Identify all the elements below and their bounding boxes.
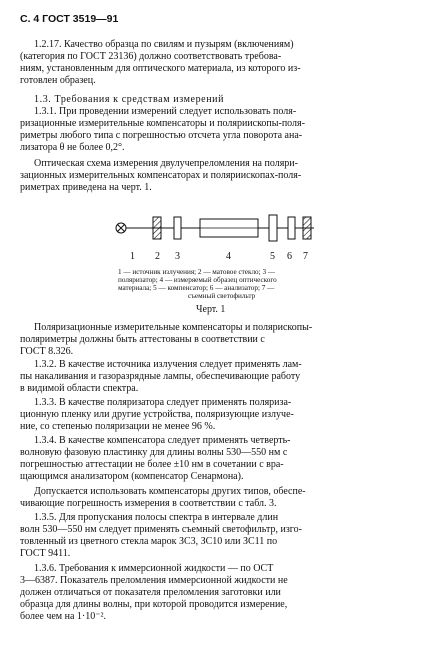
paragraph-line: 1.2.17. Качество образца по свилям и пузырям (включениям) bbox=[34, 39, 294, 50]
figure-title: Черт. 1 bbox=[196, 304, 226, 315]
light-source-icon bbox=[116, 223, 126, 233]
paragraph-line: 1.3.2. В качестве источника излучения следует применять лам- bbox=[34, 359, 302, 370]
paragraph-line: пы накаливания и газоразрядные лампы, обеспечивающие работу bbox=[20, 371, 301, 382]
paragraph-line: зационных измерительных компенсаторах и поляриископах-поля- bbox=[20, 170, 302, 181]
paragraph-line: (категория по ГОСТ 23136) должно соответствовать требова- bbox=[20, 51, 282, 62]
analyzer-icon bbox=[288, 217, 295, 239]
page-header: С. 4 ГОСТ 3519—91 bbox=[20, 13, 119, 25]
paragraph-line: более чем на 1·10⁻². bbox=[20, 611, 107, 622]
caption-line: поляризатор; 4 — измеряемый образец оптического bbox=[118, 276, 277, 284]
caption-line: 1 — источник излучения; 2 — матовое стекло; 3 — bbox=[118, 268, 276, 276]
paragraph-line: волновую фазовую пластинку для длины волны 530—550 нм с bbox=[20, 447, 288, 458]
paragraph-line: готовлен образец. bbox=[20, 75, 96, 86]
light-filter-icon bbox=[303, 217, 311, 239]
paragraph-line: 1.3.4. В качестве компенсатора следует применять четверть- bbox=[34, 435, 291, 446]
paragraph-line: лизатора θ не более 0,2°. bbox=[20, 142, 125, 153]
figure-label: 2 bbox=[155, 251, 160, 262]
paragraph-line: ГОСТ 9411. bbox=[20, 548, 71, 559]
figure-label: 6 bbox=[287, 251, 292, 262]
paragraph-line: риметрах приведена на черт. 1. bbox=[20, 182, 152, 193]
compensator-icon bbox=[269, 215, 277, 241]
paragraph-line: поляриметры должны быть аттестованы в соответствии с bbox=[20, 334, 265, 345]
caption-line: материала; 5 — компенсатор; 6 — анализатор; 7 — bbox=[118, 284, 275, 292]
paragraph-line: 1.3.6. Требования к иммерсионной жидкости — по ОСТ bbox=[34, 563, 274, 574]
paragraph-line: должен отличаться от показателя преломления заготовки или bbox=[20, 587, 281, 598]
paragraph-line: 1.3.5. Для пропускания полосы спектра в интервале длин bbox=[34, 512, 279, 523]
paragraph-line: 1.3.3. В качестве поляризатора следует применять поляриза- bbox=[34, 397, 292, 408]
paragraph-line: ниям, установленным для оптического материала, из которого из- bbox=[20, 63, 301, 74]
frosted-glass-icon bbox=[153, 217, 161, 239]
paragraph-line: в видимой области спектра. bbox=[20, 383, 139, 394]
paragraph-line: ГОСТ 8.326. bbox=[20, 346, 74, 357]
paragraph-line: Допускается использовать компенсаторы других типов, обеспе- bbox=[34, 486, 306, 497]
paragraph-line: ние, со степенью поляризации не менее 96 %. bbox=[20, 421, 216, 432]
figure-label: 7 bbox=[303, 251, 308, 262]
paragraph-line: ризационные измерительные компенсаторы и поляриископы-поля- bbox=[20, 118, 305, 129]
paragraph-line: риметры любого типа с погрешностью отсчета угла поворота ана- bbox=[20, 130, 303, 141]
paragraph-line: Оптическая схема измерения двулучепреломления на поляри- bbox=[34, 158, 298, 169]
paragraph-line: щающимся анализатором (компенсатор Сенармона). bbox=[20, 471, 244, 482]
figure-label: 1 bbox=[130, 251, 135, 262]
paragraph-line: 3—6387. Показатель преломления иммерсионной жидкости не bbox=[20, 575, 288, 586]
figure-label: 3 bbox=[175, 251, 180, 262]
paragraph-line: Поляризационные измерительные компенсаторы и полярископы- bbox=[34, 322, 313, 333]
paragraph-line: погрешностью аттестации не более ±10 нм в сочетании с вра- bbox=[20, 459, 284, 470]
paragraph-line: образца для длины волны, при которой проводится измерение, bbox=[20, 599, 288, 610]
polarizer-icon bbox=[174, 217, 181, 239]
figure-label: 5 bbox=[270, 251, 275, 262]
figure-label: 4 bbox=[226, 251, 231, 262]
paragraph-line: 1.3.1. При проведении измерений следует использовать поля- bbox=[34, 106, 297, 117]
paragraph-line: чивающие погрешность измерения в соответствии с табл. 3. bbox=[20, 498, 277, 509]
paragraph-line: волн 530—550 нм следует применять съемный светофильтр, изго- bbox=[20, 524, 302, 535]
optical-scheme-diagram bbox=[0, 200, 427, 270]
section-heading: 1.3. Требования к средствам измерений bbox=[34, 94, 225, 105]
paragraph-line: товленный из цветного стекла марок ЗС3, ЗС10 или ЗС11 по bbox=[20, 536, 278, 547]
caption-line: съемный светофильтр bbox=[188, 292, 256, 300]
paragraph-line: ционную пленку или другие устройства, поляризующие излуче- bbox=[20, 409, 294, 420]
